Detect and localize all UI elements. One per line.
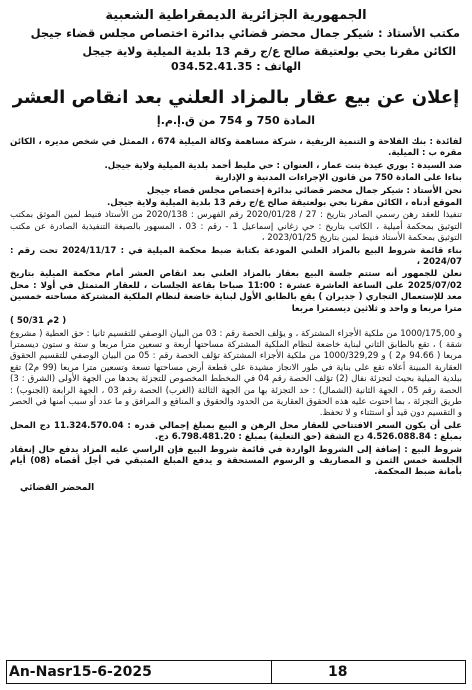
legal-article-reference: المادة 750 و 754 من ق.إ.م.إ	[156, 114, 316, 127]
announcement-body	[6, 137, 466, 479]
body-paragraph: و 1000/175,00 من ملكية الأجزاء المشتركة ، و يؤلف الحصة رقم : 03 من البيان الوصفي للتقسيم ثانيا : حق العطية ( مشروع شقة ) ، تقع بالطابق الثاني لبناية خاضعة لنظام الملكية المشتركة مساحتها أربعة و تسعين مترا مربعا و ستة و ستون ديسمترا مربعا ( 94.66 م2 ) و 1000/329,29 من ملكية الأجزاء المشتركة تؤلف الحصة رقم : 05 من البيان الوصفي للتقسيم الحقوق العقارية المبينة أعلاه تقع على بناية في طور الانجاز مشيدة على قطعة أرض مساحتها تسعة وتسعين مترا مربعا (99 م2) تقع ببلدية الميلية بحيث لتجزئة نفال (2) تؤلف الحصة رقم 04 في المخطط المخصوص للتجزئة يحدها من الجهة الأولى (الشرق : 3) الحصة رقم 05 ، الجهة الثانية (الشمال) : حد التجزئة بها من الجهة الثالثة (الغرب) الحصة رقم 03 ، الجهة الرابعة (الجنوب) : طريق التجزئة ، بما احتوت عليه هذه الحقوق العقارية من الحدود والحقوق و المنافع و المرافق و ما عدد أو سبب أمنها في الحصر و التقسيم دون قيد أو استثناء و لا تحفظ.	[10, 328, 462, 419]
body-paragraph: نحن الأستاذ : شيكر جمال محضر قضائي بدائرة إختصاص مجلس قضاء جيجل	[146, 185, 462, 196]
page-footer	[6, 660, 466, 684]
body-paragraph: ضد السيدة : بوري عيدة بنت عمار ، العنوان : حي مليط أحمد بلدية الميلية ولاية جيجل.	[104, 160, 462, 171]
body-paragraph: شروط البيع : إضافة إلى الشروط الواردة في قائمة شروط البيع فإن الراسي عليه المزاد يدفع حال إنعقاد الجلسة خمس الثمن و المصاريف و الرسوم المستحقة و يدفع المبلغ المتبقي في أجل أقصاه (08) أيام بأمانة ضبط المحكمة.	[10, 444, 462, 478]
body-paragraph: ( 2م 50/31 )	[10, 316, 67, 327]
announcement-page	[6, 6, 466, 684]
body-paragraph: لفائدة : بنك الفلاحة و التنمية الريفية ، شركة مساهمة وكالة الميلية 674 ، الممثل في شخص مديره ، الكائن مقره ب : الميلية.	[10, 137, 462, 159]
bailiff-office-line: مكتب الأستاذ : شيكر جمال محضر قضائي بدائرة اختصاص مجلس قضاء جيجل	[30, 26, 460, 40]
publication-date: An-Nasr15-6-2025	[7, 661, 272, 683]
body-paragraph: الموقع أدناه ، الكائن مقرنا بحي بولعتيقة صالح ع/ج رقم 13 بلدية الميلية ولاية جيجل.	[106, 198, 462, 209]
page-number: 18	[328, 664, 348, 680]
body-paragraph: بناء قائمة شروط البيع بالمزاد العلني المودعة بكتابة ضبط محكمة الميلية في : 2024/11/17 تحت رقم : 2024/07 ،	[10, 245, 462, 268]
body-paragraph: تنفيذا للعقد رهن رسمي الصادر بتاريخ : 27 / 2020/01/28 رقم الفهرس : 2020/138 من الأستاذ فنيط لمين الموثق بمكتب التوثيق بمحكمة أميلية ، الكاتب بتاريخ : حي زغاني إسماعيل 1 - رقم : 03 ، المسهور بالصيغة التنفيذية الصادرة عن مكتب التوثيق بمحكمة الأستاذ فنيط لمين بتاريخ 2023/01/25 ،	[10, 210, 462, 244]
body-paragraph: على أن يكون السعر الافتتاحي للعقار محل الرهن و البيع بمبلغ إجمالي قدره : 11.324.570.04 دج المحل بمبلغ : 4.526.088.84 دج الشقة (حق التعلية) بمبلغ : 6.798.481.20 دج.	[10, 420, 462, 443]
phone-line: الهاتف : 034.52.41.35	[170, 60, 301, 73]
office-address-line: الكائن مقرنا بحي بولعتيقة صالح ع/ج رقم 13 بلدية الميلية ولاية جيجل	[82, 45, 456, 58]
bailiff-signature: المحضر القضائي	[20, 482, 95, 493]
announcement-title: إعلان عن بيع عقار بالمزاد العلني بعد انقاص العشر	[12, 87, 460, 108]
body-paragraph: نعلن للجمهور أنه ستتم جلسة البيع بعقار بالمزاد العلني بعد انقاص العشر أمام محكمة الميلية بتاريخ 2025/07/02 على الساعة العاشرة عشرة : 11:00 صباحا بقاعة الجلسات ، للعقار المتمثل في أولا : محل معد للإستعمال التجاري ( جديران ) يقع بالطابق الأول لبناية خاضعة لنظام الملكية المشتركة مساحته خمسين مترا مربعا و واحد و ثلاثين ديسمترا مربعا	[10, 269, 462, 314]
body-paragraph: بناءا على المادة 750 من قانون الإجراءات المدنية و الإدارية	[215, 173, 462, 184]
republic-header: الجمهورية الجزائرية الديمقراطية الشعبية	[105, 8, 367, 23]
